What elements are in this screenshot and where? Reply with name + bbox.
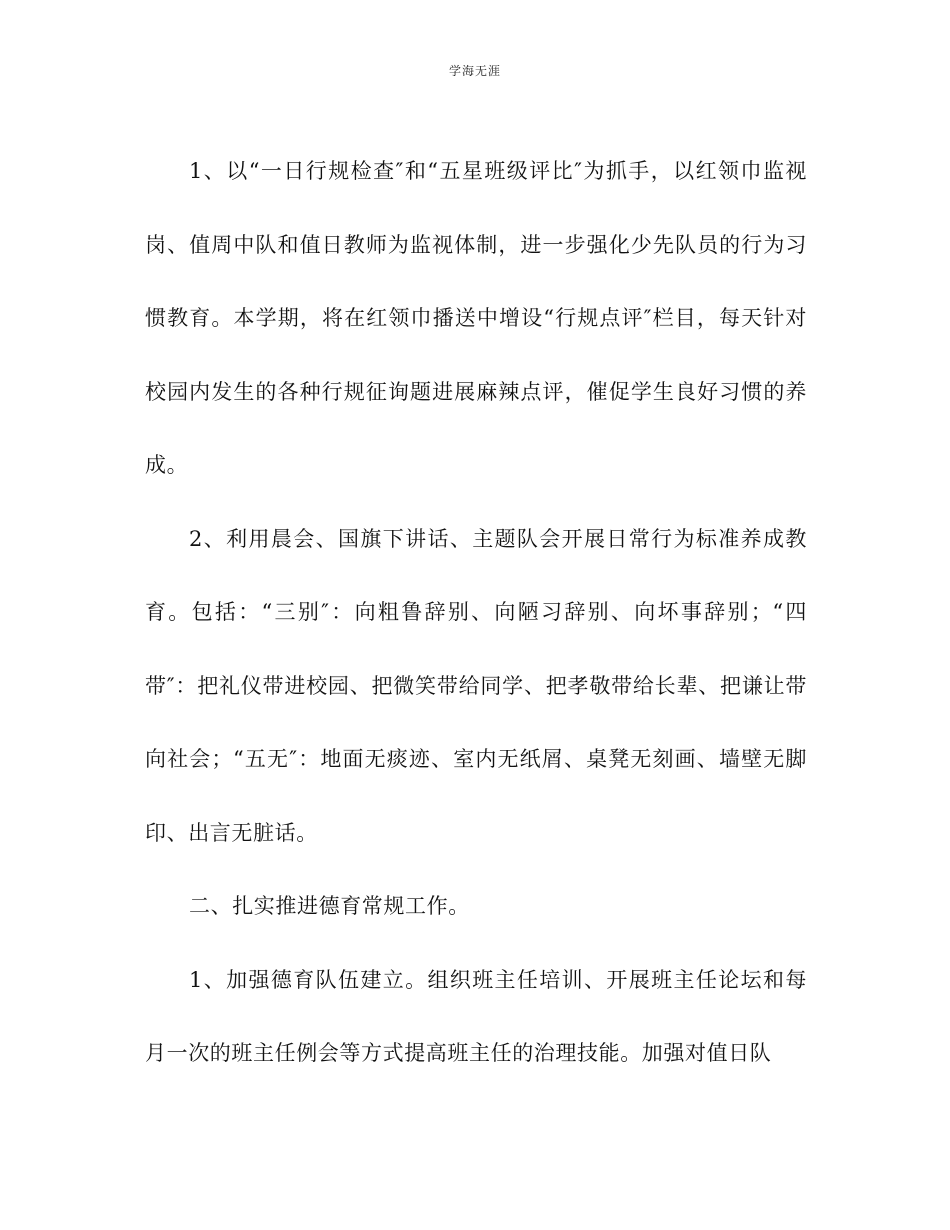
paragraph-behavior-check: 1、以“一日行规检查″和“五星班级评比″为抓手，以红领巾监视岗、值周中队和值日教师为监视体制，进一步强化少先队员的行为习惯教育。本学期，将在红领巾播送中增设“行规点评″栏目，每天针对校园内发生的各种行规征询题进展麻辣点评，催促学生良好习惯的养成。 xyxy=(145,159,807,477)
paragraph-habit-education: 2、利用晨会、国旗下讲话、主题队会开展日常行为标准养成教育。包括：“三别″：向粗鲁辞别、向陋习辞别、向坏事辞别；“四带″：把礼仪带进校园、把微笑带给同学、把孝敬带给长辈、把谦让带向社会；“五无″：地面无痰迹、室内无纸屑、桌凳无刻画、墙壁无脚印、出言无脏话。 xyxy=(145,526,807,845)
paragraph-team-building: 1、加强德育队伍建立。组织班主任培训、开展班主任论坛和每月一次的班主任例会等方式提高班主任的治理技能。加强对值日队 xyxy=(145,967,807,1065)
section-heading-moral-work: 二、扎实推进德育常规工作。 xyxy=(189,894,470,918)
page-header: 学海无涯 xyxy=(448,64,501,78)
document-body xyxy=(145,135,807,1091)
